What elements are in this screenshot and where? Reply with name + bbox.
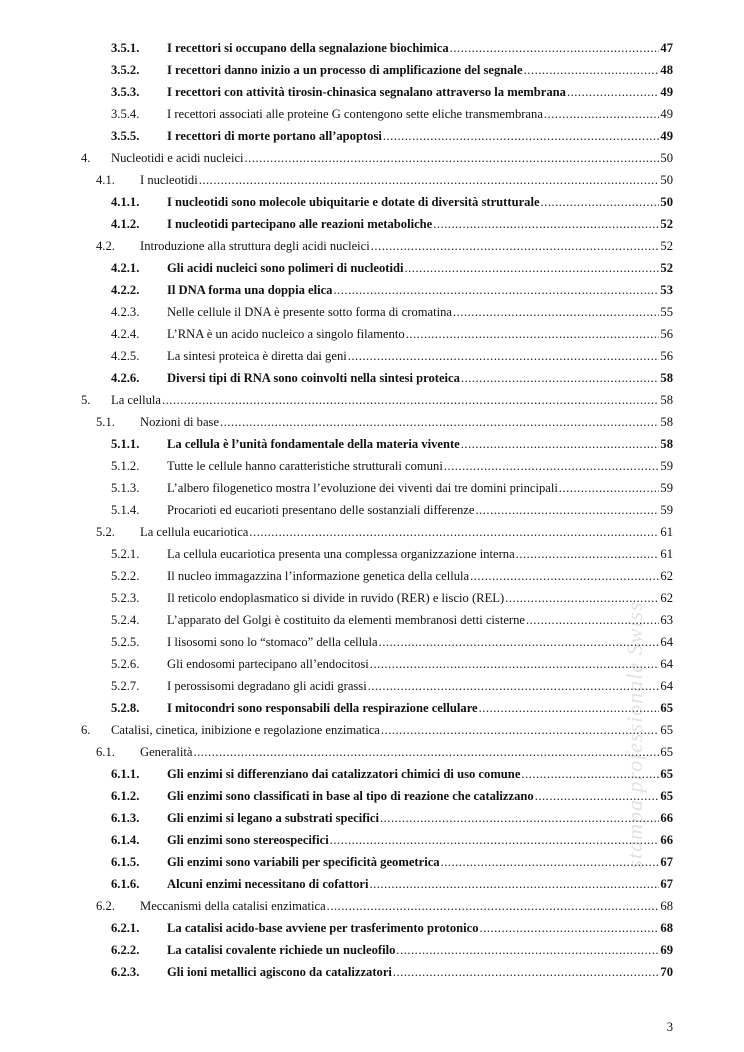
toc-entry-number: 5.2.	[96, 525, 115, 539]
dot-leader	[199, 169, 660, 191]
toc-entry-line	[167, 873, 673, 895]
toc-entry-number: 6.1.3.	[111, 811, 140, 825]
toc-entry-line	[167, 675, 673, 697]
toc-entry[interactable]	[0, 345, 744, 367]
toc-entry-number: 4.1.	[96, 173, 115, 187]
toc-entry-title: I recettori di morte portano all’apoptosi	[167, 129, 382, 143]
toc-entry-line	[167, 455, 673, 477]
toc-entry-title: Gli enzimi si differenziano dai catalizzatori chimici di uso comune	[167, 767, 521, 781]
toc-entry-title: Gli ioni metallici agiscono da catalizzatori	[167, 965, 392, 979]
toc-entry-line	[140, 169, 673, 191]
toc-entry-title: La catalisi acido-base avviene per trasferimento protonico	[167, 921, 479, 935]
toc-entry-title: Gli enzimi sono variabili per specificità geometrica	[167, 855, 440, 869]
toc-entry-title: I recettori danno inizio a un processo di amplificazione del segnale	[167, 63, 523, 77]
toc-entry-title: La cellula eucariotica presenta una complessa organizzazione interna	[167, 547, 515, 561]
toc-entry-number: 4.	[81, 151, 91, 165]
dot-leader	[450, 37, 660, 59]
toc-entry-page: 59	[660, 481, 673, 495]
toc-entry-page: 59	[660, 503, 673, 517]
toc-entry-line	[167, 499, 673, 521]
toc-entry[interactable]	[0, 37, 744, 59]
toc-entry-number: 6.2.	[96, 899, 115, 913]
toc-entry-title: Nucleotidi e acidi nucleici	[111, 151, 244, 165]
toc-entry-page: 52	[660, 239, 673, 253]
toc-entry-number: 3.5.5.	[111, 129, 140, 143]
toc-entry-number: 5.2.8.	[111, 701, 140, 715]
toc-entry-line	[167, 125, 673, 147]
toc-entry-number: 5.2.1.	[111, 547, 140, 561]
toc-entry-line	[167, 59, 673, 81]
toc-entry-number: 6.1.4.	[111, 833, 140, 847]
toc-entry-number: 5.1.2.	[111, 459, 140, 473]
toc-entry-page: 47	[660, 41, 673, 55]
toc-entry-page: 65	[660, 701, 673, 715]
toc-entry-number: 4.2.5.	[111, 349, 140, 363]
dot-leader	[249, 521, 659, 543]
toc-entry-title: I nucleotidi partecipano alle reazioni metaboliche	[167, 217, 433, 231]
toc-entry-number: 5.1.3.	[111, 481, 140, 495]
toc-entry-number: 5.	[81, 393, 91, 407]
toc-entry-page: 62	[660, 569, 673, 583]
toc-entry[interactable]	[0, 455, 744, 477]
toc-entry-title: L’apparato del Golgi è costituito da elementi membranosi detti cisterne	[167, 613, 525, 627]
toc-entry-line	[167, 213, 673, 235]
toc-entry-number: 4.2.6.	[111, 371, 140, 385]
toc-entry-line	[167, 565, 673, 587]
toc-entry-page: 49	[660, 85, 673, 99]
toc-entry-page: 66	[660, 833, 673, 847]
toc-entry-page: 50	[660, 151, 673, 165]
toc-entry[interactable]	[0, 301, 744, 323]
toc-entry-number: 6.1.6.	[111, 877, 140, 891]
toc-entry-line	[167, 433, 673, 455]
toc-entry-page: 66	[660, 811, 673, 825]
dot-leader	[162, 389, 659, 411]
toc-entry-number: 3.5.1.	[111, 41, 140, 55]
toc-entry-title: Gli enzimi si legano a substrati specifici	[167, 811, 379, 825]
toc-entry-number: 6.	[81, 723, 91, 737]
toc-entry-page: 61	[660, 547, 673, 561]
dot-leader	[405, 257, 660, 279]
dot-leader	[220, 411, 659, 433]
dot-leader	[406, 323, 660, 345]
toc-entry-line	[140, 411, 673, 433]
toc-entry[interactable]	[0, 125, 744, 147]
toc-entry-line	[167, 609, 673, 631]
toc-entry-title: Nozioni di base	[140, 415, 220, 429]
toc-entry-page: 48	[660, 63, 673, 77]
toc-entry-number: 5.2.2.	[111, 569, 140, 583]
toc-entry-title: Tutte le cellule hanno caratteristiche strutturali comuni	[167, 459, 443, 473]
toc-entry-line	[167, 345, 673, 367]
toc-entry-page: 69	[660, 943, 673, 957]
toc-entry-title: La cellula	[111, 393, 161, 407]
dot-leader	[475, 499, 659, 521]
page-number: 3	[666, 1020, 673, 1034]
toc-entry[interactable]	[0, 961, 744, 983]
toc-entry-number: 4.1.1.	[111, 195, 140, 209]
toc-entry-line	[167, 367, 673, 389]
dot-leader	[371, 235, 660, 257]
toc-entry-number: 3.5.3.	[111, 85, 140, 99]
toc-entry-line	[140, 895, 673, 917]
toc-entry[interactable]	[0, 191, 744, 213]
toc-entry-line	[167, 279, 673, 301]
toc-entry-number: 3.5.4.	[111, 107, 140, 121]
toc-entry-number: 5.1.4.	[111, 503, 140, 517]
toc-entry-page: 64	[660, 657, 673, 671]
toc-entry-page: 62	[660, 591, 673, 605]
toc-entry-page: 61	[660, 525, 673, 539]
dot-leader	[567, 81, 659, 103]
toc-entry-title: L’albero filogenetico mostra l’evoluzione dei viventi dai tre domini principali	[167, 481, 558, 495]
toc-entry-line	[167, 301, 673, 323]
toc-entry-line	[111, 719, 673, 741]
toc-entry-line	[167, 829, 673, 851]
toc-entry[interactable]	[0, 257, 744, 279]
toc-entry-number: 6.1.1.	[111, 767, 140, 781]
toc-entry-title: Procarioti ed eucarioti presentano delle sostanziali differenze	[167, 503, 475, 517]
toc-entry-title: Il DNA forma una doppia elica	[167, 283, 333, 297]
toc-entry-page: 50	[660, 173, 673, 187]
toc-entry-number: 4.2.3.	[111, 305, 140, 319]
toc-entry-line	[111, 147, 673, 169]
toc-entry-title: Meccanismi della catalisi enzimatica	[140, 899, 326, 913]
toc-entry-title: Gli endosomi partecipano all’endocitosi	[167, 657, 369, 671]
toc-entry-title: I mitocondri sono responsabili della respirazione cellulare	[167, 701, 478, 715]
toc-entry-title: La sintesi proteica è diretta dai geni	[167, 349, 347, 363]
toc-entry-title: I recettori associati alle proteine G contengono sette eliche transmembrana	[167, 107, 543, 121]
toc-entry-page: 70	[660, 965, 673, 979]
toc-entry-title: Generalità	[140, 745, 193, 759]
toc-entry-line	[140, 741, 673, 763]
dot-leader	[461, 367, 659, 389]
toc-entry-page: 67	[660, 877, 673, 891]
toc-entry-line	[167, 697, 673, 719]
toc-entry-title: Il nucleo immagazzina l’informazione genetica della cellula	[167, 569, 470, 583]
dot-leader	[193, 741, 659, 763]
dot-leader	[383, 125, 660, 147]
toc-entry-page: 56	[660, 349, 673, 363]
dot-leader	[541, 191, 660, 213]
toc-entry-page: 65	[660, 745, 673, 759]
toc-entry-page: 59	[660, 459, 673, 473]
toc-entry[interactable]	[0, 235, 744, 257]
toc-entry-page: 64	[660, 679, 673, 693]
toc-entry[interactable]	[0, 169, 744, 191]
dot-leader	[444, 455, 660, 477]
toc-entry-title: La cellula eucariotica	[140, 525, 249, 539]
toc-entry-page: 56	[660, 327, 673, 341]
toc-entry-number: 6.2.3.	[111, 965, 140, 979]
toc-entry-number: 5.2.4.	[111, 613, 140, 627]
dot-leader	[544, 103, 660, 125]
toc-entry-number: 5.1.1.	[111, 437, 140, 451]
toc-entry-line	[167, 477, 673, 499]
toc-entry-title: I recettori con attività tirosin-chinasica segnalano attraverso la membrana	[167, 85, 566, 99]
toc-entry-title: La cellula è l’unità fondamentale della materia vivente	[167, 437, 460, 451]
toc-entry-page: 67	[660, 855, 673, 869]
toc-entry-line	[167, 543, 673, 565]
toc-entry-number: 4.1.2.	[111, 217, 140, 231]
toc-entry-page: 52	[660, 217, 673, 231]
toc-entry-page: 68	[660, 899, 673, 913]
toc-entry-title: L’RNA è un acido nucleico a singolo filamento	[167, 327, 405, 341]
toc-entry-line	[140, 521, 673, 543]
toc-entry-title: Introduzione alla struttura degli acidi nucleici	[140, 239, 370, 253]
toc-entry-page: 50	[660, 195, 673, 209]
toc-entry-page: 68	[660, 921, 673, 935]
toc-entry-number: 5.2.6.	[111, 657, 140, 671]
toc-entry-page: 65	[660, 789, 673, 803]
toc-entry-number: 6.1.	[96, 745, 115, 759]
toc-entry-page: 58	[660, 415, 673, 429]
toc-entry-title: Gli enzimi sono stereospecifici	[167, 833, 329, 847]
toc-entry-line	[167, 785, 673, 807]
toc-entry-title: Catalisi, cinetica, inibizione e regolazione enzimatica	[111, 723, 380, 737]
toc-entry-line	[167, 37, 673, 59]
toc-entry-line	[167, 807, 673, 829]
toc-entry-page: 55	[660, 305, 673, 319]
toc-entry-line	[167, 81, 673, 103]
toc-entry-number: 3.5.2.	[111, 63, 140, 77]
toc-entry[interactable]	[0, 499, 744, 521]
toc-entry-line	[167, 257, 673, 279]
toc-entry-page: 49	[660, 107, 673, 121]
toc-entry-page: 49	[660, 129, 673, 143]
toc-entry-title: Nelle cellule il DNA è presente sotto forma di cromatina	[167, 305, 453, 319]
toc-entry-title: I nucleotidi sono molecole ubiquitarie e dotate di diversità strutturale	[167, 195, 540, 209]
toc-entry-page: 58	[660, 371, 673, 385]
toc-entry-line	[167, 939, 673, 961]
toc-entry-title: I perossisomi degradano gli acidi grassi	[167, 679, 367, 693]
toc-entry-title: Gli acidi nucleici sono polimeri di nucleotidi	[167, 261, 404, 275]
toc-entry[interactable]	[0, 147, 744, 169]
toc-entry-page: 58	[660, 393, 673, 407]
toc-entry-title: Diversi tipi di RNA sono coinvolti nella sintesi proteica	[167, 371, 460, 385]
toc-entry-line	[167, 961, 673, 983]
toc-entry-line	[167, 763, 673, 785]
toc-entry-title: I recettori si occupano della segnalazione biochimica	[167, 41, 449, 55]
dot-leader	[245, 147, 660, 169]
toc-entry[interactable]	[0, 59, 744, 81]
toc-entry-title: I lisosomi sono lo “stomaco” della cellula	[167, 635, 378, 649]
toc-entry-number: 5.2.3.	[111, 591, 140, 605]
toc-entry-title: La catalisi covalente richiede un nucleofilo	[167, 943, 396, 957]
dot-leader	[348, 345, 660, 367]
toc-entry[interactable]	[0, 389, 744, 411]
toc-entry-line	[167, 851, 673, 873]
toc-entry[interactable]	[0, 103, 744, 125]
toc-entry-number: 4.2.1.	[111, 261, 140, 275]
toc-entry[interactable]	[0, 323, 744, 345]
toc-entry-line	[167, 587, 673, 609]
toc-entry[interactable]	[0, 279, 744, 301]
dot-leader	[393, 961, 660, 983]
toc-entry-title: Il reticolo endoplasmatico si divide in ruvido (RER) e liscio (REL)	[167, 591, 505, 605]
toc-entry-page: 52	[660, 261, 673, 275]
toc-entry-number: 4.2.	[96, 239, 115, 253]
toc-entry-number: 4.2.4.	[111, 327, 140, 341]
toc-entry-number: 5.2.5.	[111, 635, 140, 649]
toc-entry-page: 64	[660, 635, 673, 649]
watermark-text: stampa professionale Swiss	[622, 601, 647, 869]
dot-leader	[461, 433, 660, 455]
toc-entry-number: 5.1.	[96, 415, 115, 429]
toc-entry[interactable]	[0, 81, 744, 103]
toc-entry-line	[140, 235, 673, 257]
toc-entry-line	[167, 917, 673, 939]
toc-entry-line	[111, 389, 673, 411]
toc-entry-page: 53	[660, 283, 673, 297]
toc-entry-line	[167, 103, 673, 125]
toc-entry-page: 58	[660, 437, 673, 451]
toc-entry-number: 6.2.2.	[111, 943, 140, 957]
toc-entry[interactable]	[0, 433, 744, 455]
toc-entry-line	[167, 323, 673, 345]
toc-entry[interactable]	[0, 213, 744, 235]
toc-entry-title: Gli enzimi sono classificati in base al tipo di reazione che catalizzano	[167, 789, 534, 803]
dot-leader	[333, 279, 659, 301]
toc-entry-page: 63	[660, 613, 673, 627]
toc-entry-page: 65	[660, 767, 673, 781]
toc-entry-number: 4.2.2.	[111, 283, 140, 297]
toc-entry-number: 6.1.5.	[111, 855, 140, 869]
toc-entry-page: 65	[660, 723, 673, 737]
toc-entry-line	[167, 191, 673, 213]
toc-entry-number: 5.2.7.	[111, 679, 140, 693]
toc-entry-number: 6.2.1.	[111, 921, 140, 935]
toc-entry-title: Alcuni enzimi necessitano di cofattori	[167, 877, 369, 891]
dot-leader	[559, 477, 660, 499]
dot-leader	[453, 301, 659, 323]
watermark	[610, 520, 660, 950]
dot-leader	[433, 213, 659, 235]
toc-entry-line	[167, 631, 673, 653]
toc-entry[interactable]	[0, 477, 744, 499]
toc-entry[interactable]	[0, 411, 744, 433]
toc-entry[interactable]	[0, 367, 744, 389]
toc-entry-number: 6.1.2.	[111, 789, 140, 803]
toc-entry-line	[167, 653, 673, 675]
toc-entry-title: I nucleotidi	[140, 173, 198, 187]
dot-leader	[524, 59, 660, 81]
